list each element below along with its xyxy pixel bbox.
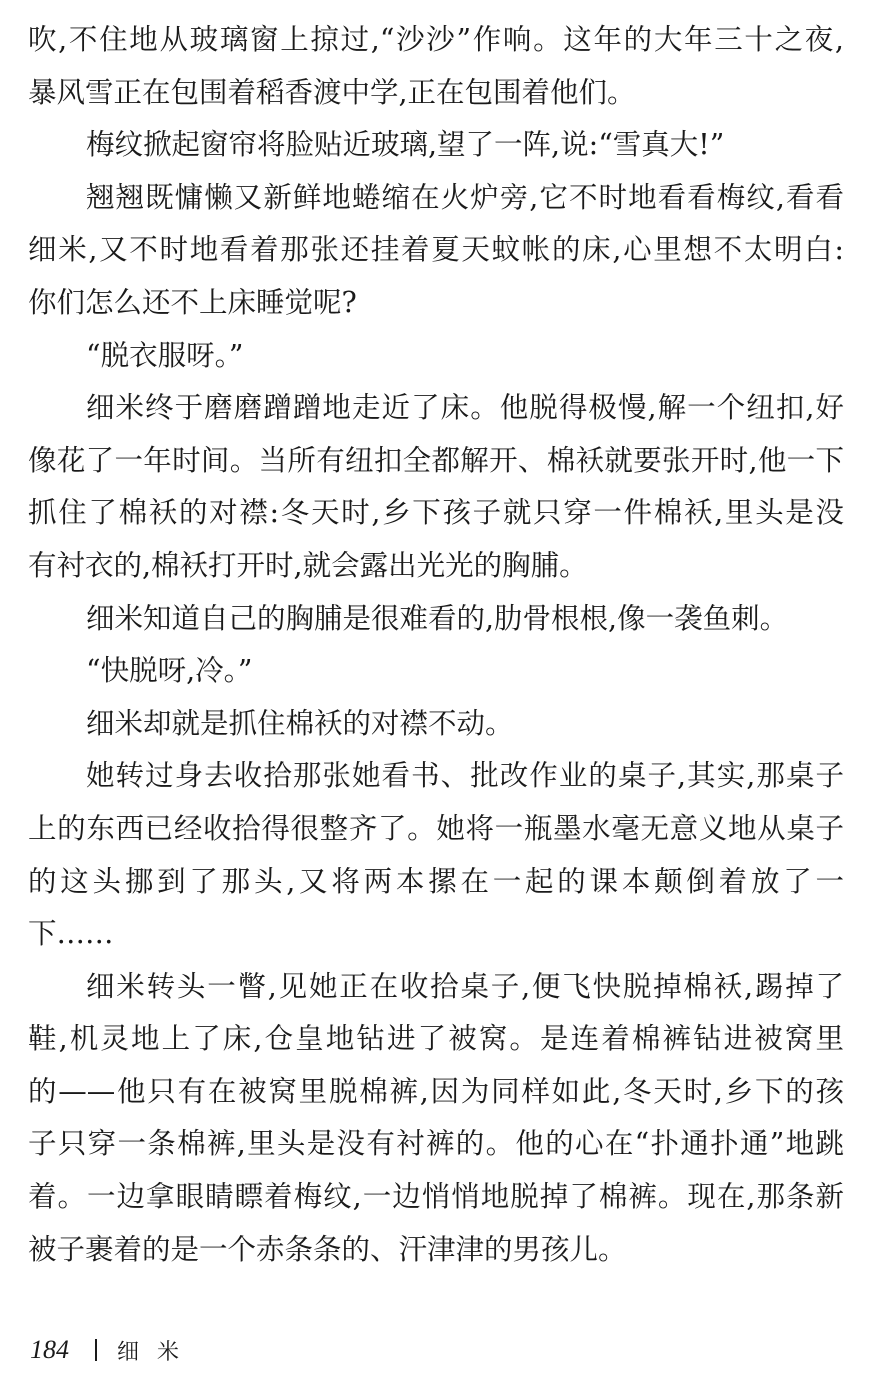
text-line: 子只穿一条棉裤,里头是没有衬裤的。他的心在“扑通扑通”地跳 (28, 1127, 844, 1161)
text-line: 上的东西已经收拾得很整齐了。她将一瓶墨水毫无意义地从桌子 (28, 811, 844, 845)
text-line: 细米终于磨磨蹭蹭地走近了床。他脱得极慢,解一个纽扣,好 (86, 391, 844, 425)
text-line: 细米,又不时地看着那张还挂着夏天蚊帐的床,心里想不太明白: (28, 233, 844, 267)
paragraph (28, 750, 844, 960)
text-line: 着。一边拿眼睛瞟着梅纹,一边悄悄地脱掉了棉裤。现在,那条新 (28, 1180, 844, 1214)
text-line: 吹,不住地从玻璃窗上掠过,“沙沙”作响。这年的大年三十之夜, (28, 23, 844, 56)
text-line: 细米却就是抓住棉袄的对襟不动。 (86, 706, 514, 740)
text-line: 暴风雪正在包围着稻香渡中学,正在包围着他们。 (28, 75, 636, 109)
text-line: 抓住了棉袄的对襟:冬天时,乡下孩子就只穿一件棉袄,里头是没 (28, 496, 844, 530)
text-line: 你们怎么还不上床睡觉呢? (28, 285, 357, 319)
paragraph (28, 119, 844, 172)
text-line: 细米转头一瞥,见她正在收拾桌子,便飞快脱掉棉袄,踢掉了 (86, 969, 844, 1003)
footer-divider (95, 1339, 97, 1361)
paragraph (28, 14, 844, 119)
paragraph (28, 172, 844, 330)
text-line: 翘翘既慵懒又新鲜地蜷缩在火炉旁,它不时地看看梅纹,看看 (86, 180, 844, 214)
paragraph (28, 330, 844, 383)
text-line: 被子裹着的是一个赤条条的、汗津津的男孩儿。 (28, 1232, 627, 1266)
paragraph (28, 961, 844, 1277)
text-line: 细米知道自己的胸脯是很难看的,肋骨根根,像一袭鱼刺。 (86, 601, 789, 635)
book-title: 细米 (117, 1339, 198, 1365)
body-text (28, 14, 844, 1276)
page-number: 184 (30, 1335, 69, 1364)
paragraph (28, 698, 844, 751)
text-line: 有衬衣的,棉袄打开时,就会露出光光的胸脯。 (28, 548, 588, 582)
text-line: 的这头挪到了那头,又将两本摞在一起的课本颠倒着放了一 (28, 864, 844, 898)
paragraph (28, 382, 844, 592)
paragraph (28, 645, 844, 698)
text-line: “脱衣服呀。” (86, 338, 244, 372)
text-line: 梅纹掀起窗帘将脸贴近玻璃,望了一阵,说:“雪真大!” (86, 128, 725, 162)
text-line: 她转过身去收拾那张她看书、批改作业的桌子,其实,那桌子 (86, 759, 844, 793)
text-line: 的——他只有在被窝里脱棉裤,因为同样如此,冬天时,乡下的孩 (28, 1074, 844, 1108)
text-line: 下…… (28, 917, 114, 951)
text-line: 像花了一年时间。当所有纽扣全都解开、棉袄就要张开时,他一下 (28, 443, 844, 477)
text-line: “快脱呀,冷。” (86, 654, 253, 688)
page-footer (30, 1332, 197, 1368)
text-line: 鞋,机灵地上了床,仓皇地钻进了被窝。是连着棉裤钻进被窝里 (28, 1022, 844, 1056)
paragraph (28, 593, 844, 646)
